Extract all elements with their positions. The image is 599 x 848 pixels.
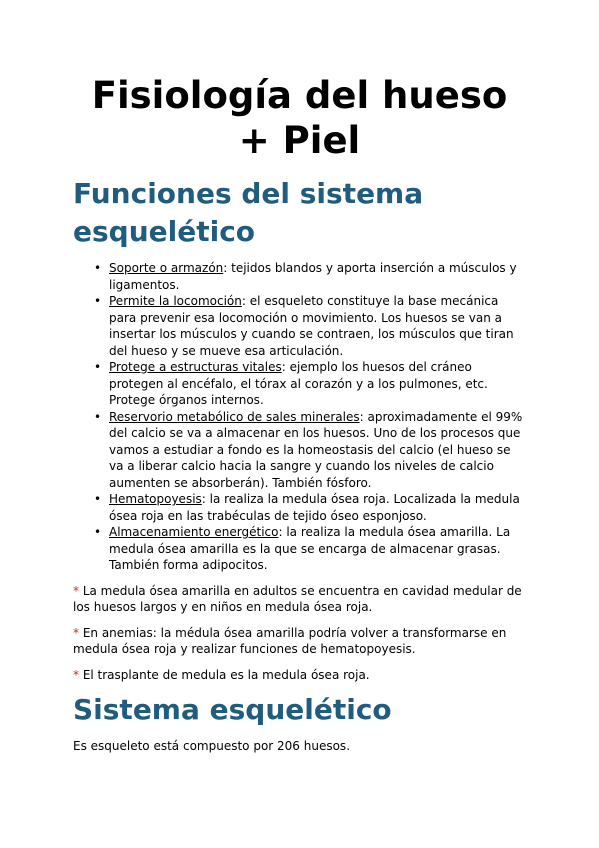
note-text: La medula ósea amarilla en adultos se encuentra en cavidad medular de los huesos largos y en niños en medula ósea roja. [73, 583, 522, 614]
functions-list [73, 260, 526, 574]
document-title [73, 0, 526, 163]
list-item-text: : tejidos blandos y aporta inserción a músculos y ligamentos. [109, 261, 517, 292]
bullet-icon: • [94, 360, 102, 374]
note-text: El trasplante de medula es la medula ósea roja. [79, 667, 370, 682]
list-item [94, 260, 526, 293]
asterisk-marker: * [73, 667, 79, 682]
bullet-icon: • [94, 525, 102, 539]
list-item-term: Almacenamiento energético [109, 525, 279, 539]
note-paragraph [73, 583, 526, 616]
note-paragraph [73, 625, 526, 658]
list-item-term: Hematopoyesis [109, 492, 202, 506]
note-paragraph [73, 667, 526, 684]
list-item-text: : la realiza la medula ósea amarilla. La medula ósea amarilla es la que se encarga de almacenar grasas. También forma adipocitos. [109, 525, 511, 572]
section-heading-line2: esquelético [73, 215, 256, 248]
list-item-text: : aproximadamente el 99% del calcio se va a almacenar en los huesos. Uno de los procesos que vamos a estudiar a fondo es la homeostasis del calcio (el hueso se va a liberar calcio hacia la sangre y cuando los niveles de calcio aumenten se absorberán). También fósforo. [109, 409, 523, 490]
section-heading-sistema: Sistema esquelético [73, 693, 392, 726]
bullet-icon: • [94, 261, 102, 275]
asterisk-marker: * [73, 625, 79, 640]
bullet-icon: • [94, 409, 102, 424]
document-title-line2: + Piel [238, 119, 361, 162]
list-item-text: : ejemplo los huesos del cráneo protegen al encéfalo, el tórax al corazón y a los pulmones, etc. Protege órganos internos. [109, 360, 488, 407]
body-paragraph: Es esqueleto está compuesto por 206 huesos. [73, 739, 351, 753]
note-text: En anemias: la médula ósea amarilla podría volver a transformarse en medula ósea roja y realizar funciones de hematopoyesis. [73, 625, 507, 656]
section-heading-line1: Funciones del sistema [73, 177, 424, 210]
list-item-text: : el esqueleto constituye la base mecánica para prevenir esa locomoción o movimiento. Los huesos se van a insertar los músculos y cuando se contraen, los músculos que tiran del hueso y se mueve esa articulación. [109, 294, 514, 358]
list-item [94, 409, 526, 492]
list-item-term: Soporte o armazón [109, 261, 224, 275]
bullet-icon: • [94, 294, 102, 308]
list-item-term: Permite la locomoción [109, 294, 242, 308]
list-item [94, 293, 526, 359]
list-item [94, 359, 526, 409]
asterisk-marker: * [73, 583, 79, 598]
document-title-line1: Fisiología del hueso [91, 74, 508, 117]
list-item-text: : la realiza la medula ósea roja. Localizada la medula ósea roja en las trabéculas de tejido óseo esponjoso. [109, 492, 520, 523]
list-item-term: Reservorio metabólico de sales minerales [109, 409, 360, 424]
list-item-term: Protege a estructuras vitales [109, 360, 282, 374]
section-heading-funciones [73, 175, 526, 251]
list-item [94, 491, 526, 524]
list-item [94, 524, 526, 574]
bullet-icon: • [94, 492, 102, 506]
